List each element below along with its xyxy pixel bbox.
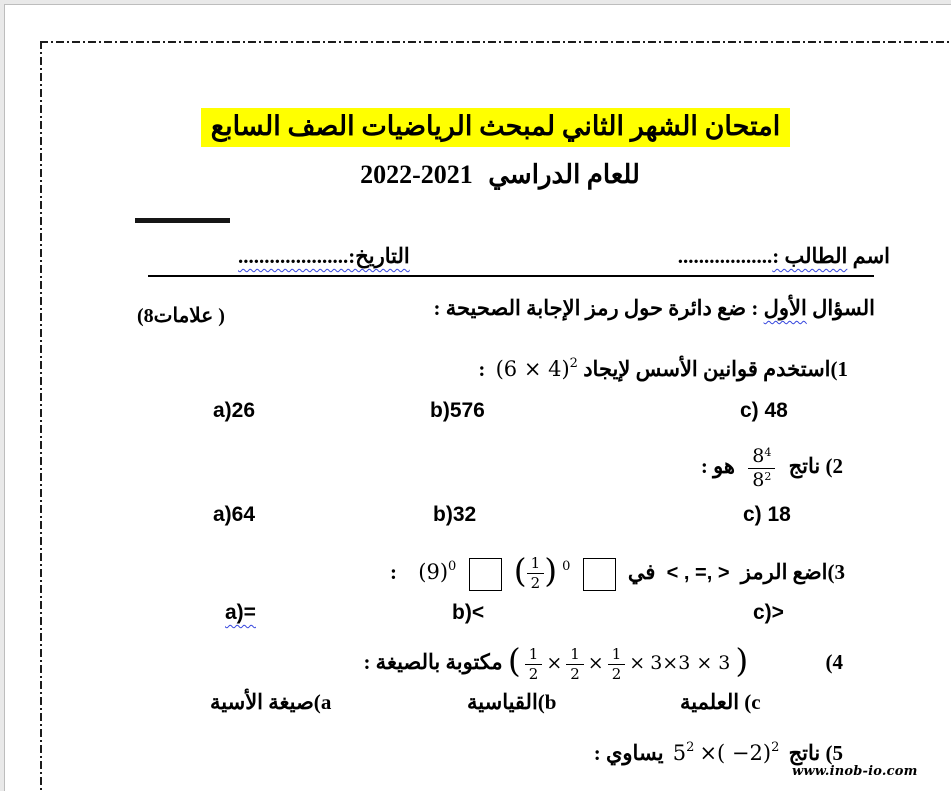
q2-stem — [701, 435, 843, 497]
q3-answer-box-2[interactable] — [469, 558, 502, 591]
q5-math-expression: $5^2$ ×( −2)$^2$ — [672, 740, 780, 765]
title-row — [40, 111, 951, 142]
q3-option-b[interactable]: b)< — [452, 601, 485, 624]
q4-option-a[interactable]: a)صيغة الأسية — [210, 690, 332, 714]
q2-option-b[interactable]: b)32 — [433, 503, 477, 526]
q2-option-a[interactable]: a)64 — [213, 503, 256, 526]
q1-stem — [473, 352, 848, 390]
q5-tail: يساوي : — [593, 741, 664, 765]
q1-stem-text: 1)استخدم قوانين الأسس لإيجاد — [583, 357, 848, 381]
q4-option-c[interactable]: c) العلمية — [680, 690, 761, 714]
heading-rest: : ضع دائرة حول رمز الإجابة الصحيحة : — [433, 296, 764, 320]
q3-comparison-symbols: < , =, > — [666, 562, 730, 584]
q2-option-c[interactable]: c) 18 — [743, 503, 791, 526]
student-name-field[interactable] — [678, 244, 890, 269]
q3-stem-text: 3)اضع الرمز — [740, 560, 845, 584]
q4-stem-number: 4) — [825, 650, 843, 674]
q1-tail: : — [478, 357, 486, 381]
q4-tail: مكتوبة بالصيغة : — [363, 650, 503, 674]
student-name-blank[interactable]: .................. — [677, 244, 773, 268]
date-field[interactable] — [238, 244, 410, 269]
q1-math-base: (6 × 4) — [495, 357, 570, 381]
q3-half-power-expression: ( $\frac{1}{2}$ ) $^0$ — [513, 550, 571, 592]
header-rule — [148, 275, 874, 277]
exam-title: امتحان الشهر الثاني لمبحث الرياضيات الصف السابع — [201, 108, 790, 147]
heading-wavy-word: الأول — [763, 296, 807, 320]
q1-option-a[interactable]: a)26 — [213, 399, 256, 422]
divider-thick-line — [135, 218, 230, 223]
watermark: www.inob-io.com — [792, 764, 918, 779]
q2-fraction-denominator: $8^2$ — [752, 468, 772, 491]
q1-math-exponent: 2 — [569, 356, 578, 371]
page-boundary-dash-left — [40, 41, 42, 791]
student-name-label-wavy: الطالب : — [772, 244, 848, 268]
q3-option-c[interactable]: c)> — [753, 601, 784, 624]
q4-option-b[interactable]: b)القياسية — [467, 690, 557, 714]
q3-tail: : — [390, 560, 398, 584]
academic-year-label: للعام الدراسي — [488, 160, 640, 189]
date-label-and-blank[interactable]: التاريخ:..................... — [238, 244, 410, 268]
q2-stem-text: 2) ناتج — [788, 454, 843, 478]
question1-heading — [433, 296, 875, 321]
q1-math-expression — [496, 352, 578, 390]
q3-stem — [390, 548, 845, 600]
subtitle-row — [40, 160, 951, 190]
q1-option-c[interactable]: c) 48 — [740, 399, 788, 422]
q2-fraction — [748, 444, 775, 491]
q5-stem-text: 5) ناتج — [788, 741, 843, 765]
q3-option-a[interactable]: a)= — [225, 601, 256, 624]
q1-option-b[interactable]: b)576 — [430, 399, 485, 422]
student-name-label: اسم — [847, 244, 890, 268]
q2-fraction-numerator: $8^4$ — [748, 447, 775, 469]
marks-note: (8علامات ) — [137, 305, 225, 327]
academic-year-value: 2022-2021 — [360, 160, 473, 189]
q4-stem — [363, 636, 843, 690]
q4-expression: ( $\frac{1}{2}$ × $\frac{1}{2}$ × $\frac{1}{2}$ × 3×3 × 3 ) — [507, 641, 749, 683]
heading-prefix: السؤال — [806, 296, 875, 320]
q3-answer-box-1[interactable] — [583, 558, 616, 591]
q2-tail: هو : — [700, 454, 736, 478]
page-boundary-dash-top — [40, 41, 951, 43]
q3-nine-power-expression: $(9)^0$ — [418, 559, 457, 584]
q3-stem-text2: في — [627, 560, 656, 584]
